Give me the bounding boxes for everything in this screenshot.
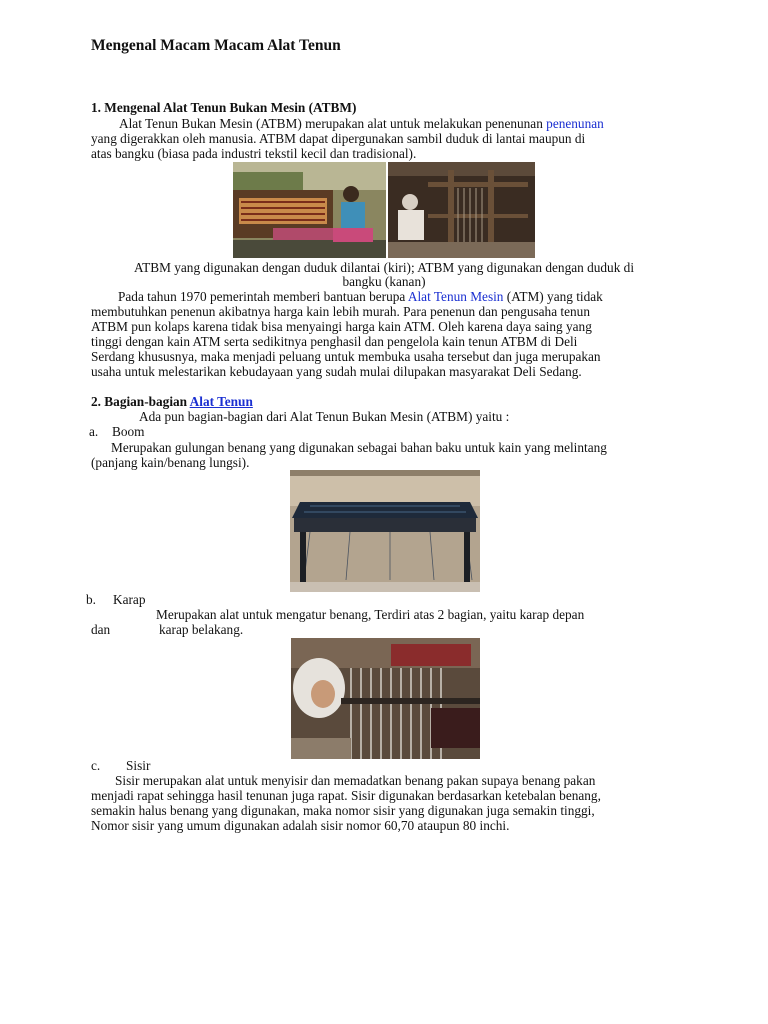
page-title: Mengenal Macam Macam Alat Tenun	[91, 37, 341, 54]
karap-description-line-2b: karap belakang.	[159, 622, 244, 637]
paragraph-text: (ATM) yang tidak	[503, 289, 603, 304]
section-1-paragraph-2-line-1	[118, 289, 603, 304]
karap-label: Karap	[113, 592, 146, 607]
sisir-description-line-1: Sisir merupakan alat untuk menyisir dan memadatkan benang pakan supaya benang pakan	[115, 773, 596, 788]
list-marker-a: a.	[89, 424, 99, 439]
sisir-label: Sisir	[126, 758, 151, 773]
list-marker-b: b.	[86, 592, 96, 607]
section-1-paragraph-2-line-2: membutuhkan penenun akibatnya harga kain lebih murah. Para penenun dan pengusaha tenun	[91, 304, 590, 319]
boom-label: Boom	[112, 424, 145, 439]
karap-photo	[291, 638, 480, 759]
boom-photo	[290, 470, 480, 592]
sisir-description-line-3: semakin halus benang yang digunakan, maka nomor sisir yang digunakan juga semakin tinggi,	[91, 803, 595, 818]
paragraph-text: Pada tahun 1970 pemerintah memberi bantuan berupa	[118, 289, 406, 304]
list-marker-c: c.	[91, 758, 101, 773]
boom-description-line-1: Merupakan gulungan benang yang digunakan sebagai bahan baku untuk kain yang melintang	[111, 440, 607, 455]
section-1-paragraph-1-line-3: atas bangku (biasa pada industri tekstil kecil dan tradisional).	[91, 146, 417, 161]
atbm-bench-loom-photo	[388, 162, 535, 258]
karap-description-line-1: Merupakan alat untuk mengatur benang, Terdiri atas 2 bagian, yaitu karap depan	[156, 607, 585, 622]
section-1-paragraph-1-line-1	[119, 116, 604, 131]
photo-caption-line-1: ATBM yang digunakan dengan duduk dilantai (kiri); ATBM yang digunakan dengan duduk di	[133, 260, 635, 275]
section-2-intro: Ada pun bagian-bagian dari Alat Tenun Bukan Mesin (ATBM) yaitu :	[139, 409, 510, 424]
section-2-heading-text: 2. Bagian-bagian	[91, 394, 188, 409]
section-1-paragraph-2-line-6: usaha untuk melestarikan kebudayaan yang sudah mulai dilupakan masyarakat Deli Sedang.	[91, 364, 582, 379]
section-1-paragraph-2-line-4: tinggi dengan kain ATM serta sedikitnya penghasil dan pengelola kain tenun ATBM di Deli	[91, 334, 578, 349]
boom-description-line-2: (panjang kain/benang lungsi).	[91, 455, 250, 470]
section-1-paragraph-2-line-3: ATBM pun kolaps karena tidak bisa menyaingi harga kain ATM. Oleh karena daya saing yang	[91, 319, 592, 334]
sisir-description-line-2: menjadi rapat sehingga hasil tenunan juga rapat. Sisir digunakan berdasarkan ketebalan benang,	[91, 788, 601, 803]
photo-caption-line-2: bangku (kanan)	[342, 274, 426, 289]
section-1-paragraph-2-line-5: Serdang khususnya, maka menjadi peluang untuk membuka usaha tersebut dan juga merupakan	[91, 349, 601, 364]
penenunan-link[interactable]: penenunan	[542, 116, 604, 131]
alat-tenun-link[interactable]: Alat Tenun	[189, 394, 253, 409]
alat-tenun-mesin-link[interactable]: Alat Tenun Mesin	[405, 289, 504, 304]
sisir-description-line-4: Nomor sisir yang umum digunakan adalah sisir nomor 60,70 ataupun 80 inchi.	[91, 818, 510, 833]
karap-description-line-2a: dan	[91, 622, 111, 637]
atbm-floor-loom-photo	[233, 162, 386, 258]
section-2-heading	[91, 394, 253, 409]
paragraph-text: Alat Tenun Bukan Mesin (ATBM) merupakan alat untuk melakukan penenunan	[119, 116, 543, 131]
section-1-paragraph-1-line-2: yang digerakkan oleh manusia. ATBM dapat dipergunakan sambil duduk di lantai maupun di	[91, 131, 586, 146]
section-1-heading: 1. Mengenal Alat Tenun Bukan Mesin (ATBM)	[91, 100, 357, 115]
